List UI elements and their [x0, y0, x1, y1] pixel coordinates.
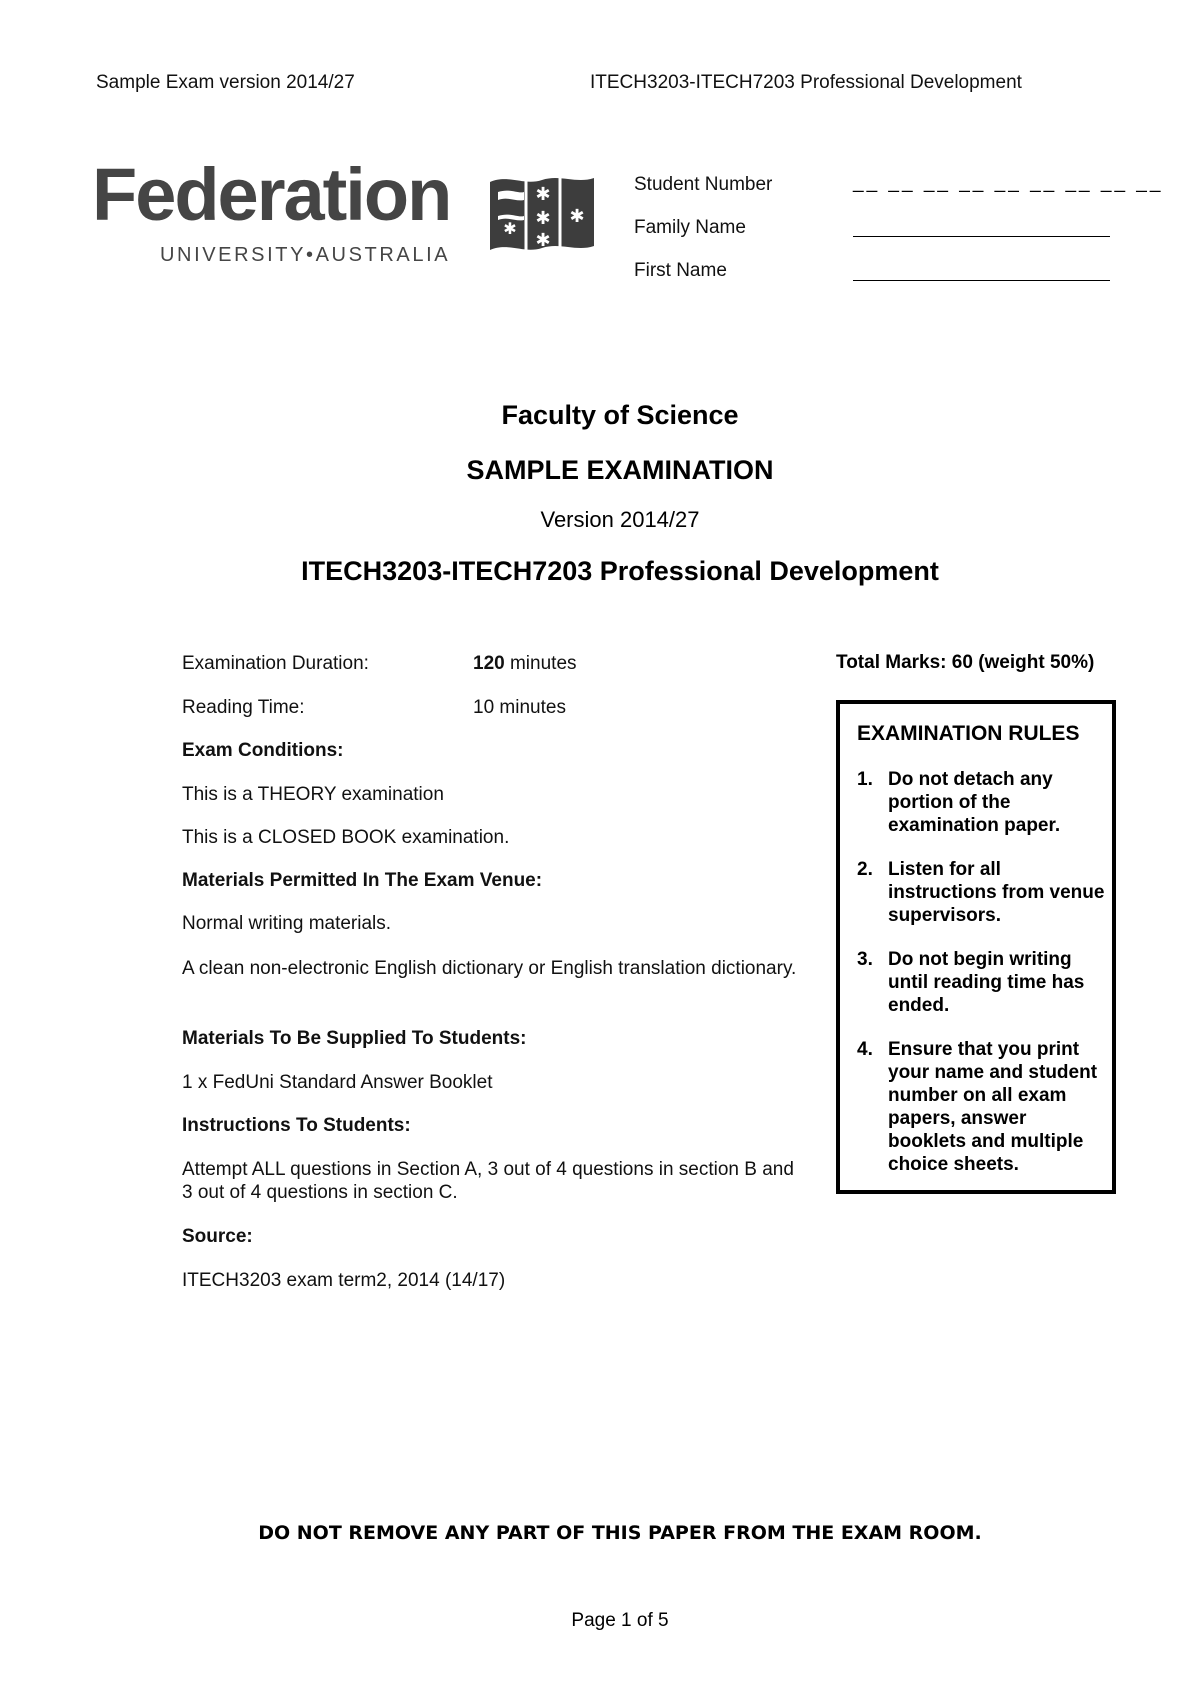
- svg-text:✱: ✱: [535, 184, 551, 205]
- rule-item: 2. Listen for all instructions from venue supervisors.: [857, 859, 1105, 926]
- student-number-label: Student Number: [634, 174, 773, 195]
- university-logo: [92, 153, 602, 276]
- exam-condition-theory: This is a THEORY examination: [182, 784, 444, 805]
- rule-item: 3. Do not begin writing until reading time has ended.: [857, 949, 1085, 1016]
- logo-subtitle: UNIVERSITY•AUSTRALIA: [160, 244, 451, 266]
- examination-rules-box: [836, 700, 1116, 1194]
- first-name-label: First Name: [634, 260, 727, 281]
- examination-rules-list: [857, 768, 1107, 1197]
- exam-conditions-heading: Exam Conditions:: [182, 740, 344, 761]
- exam-condition-closed-book: This is a CLOSED BOOK examination.: [182, 827, 510, 848]
- svg-text:✱: ✱: [535, 208, 551, 229]
- duration-value: [473, 653, 577, 675]
- instructions-text: Attempt ALL questions in Section A, 3 out of 4 questions in section B and 3 out of 4 questions in section C.: [182, 1159, 794, 1203]
- svg-text:✱: ✱: [503, 219, 517, 238]
- course-title: ITECH3203-ITECH7203 Professional Development: [301, 556, 939, 586]
- version-title: Version 2014/27: [540, 507, 700, 532]
- examination-rules-title: EXAMINATION RULES: [857, 722, 1080, 745]
- exam-type-title: SAMPLE EXAMINATION: [466, 455, 774, 485]
- first-name-field[interactable]: [853, 280, 1110, 281]
- family-name-label: Family Name: [634, 217, 746, 238]
- reading-time-value: 10 minutes: [473, 697, 566, 718]
- running-header-left: Sample Exam version 2014/27: [96, 72, 355, 93]
- material-dictionary: A clean non-electronic English dictionary or English translation dictionary.: [182, 958, 797, 979]
- source-heading: Source:: [182, 1226, 253, 1247]
- svg-text:✱: ✱: [569, 206, 585, 227]
- source-text: ITECH3203 exam term2, 2014 (14/17): [182, 1270, 506, 1291]
- logo-wordmark: Federation: [92, 153, 451, 236]
- materials-permitted-heading: Materials Permitted In The Exam Venue:: [182, 870, 543, 891]
- student-number-field[interactable]: __ __ __ __ __ __ __ __ __: [853, 172, 1164, 193]
- faculty-title: Faculty of Science: [501, 400, 739, 430]
- duration-label: Examination Duration:: [182, 653, 369, 674]
- footer-warning: DO NOT REMOVE ANY PART OF THIS PAPER FROM THE EXAM ROOM.: [258, 1522, 982, 1544]
- duration-unit: minutes: [504, 653, 577, 674]
- material-answer-booklet: 1 x FedUni Standard Answer Booklet: [182, 1072, 493, 1093]
- rule-item: 4. Ensure that you print your name and student number on all exam papers, answer booklets and multiple choice sheets.: [857, 1039, 1098, 1175]
- family-name-field[interactable]: [853, 236, 1110, 237]
- running-header-right: ITECH3203-ITECH7203 Professional Development: [590, 72, 1022, 93]
- page-number: Page 1 of 5: [571, 1610, 669, 1631]
- instructions-heading: Instructions To Students:: [182, 1115, 411, 1136]
- southern-cross-flag-icon: [490, 172, 594, 258]
- duration-number: 120: [473, 653, 505, 674]
- svg-text:✱: ✱: [535, 230, 551, 251]
- material-writing: Normal writing materials.: [182, 913, 392, 934]
- materials-supplied-heading: Materials To Be Supplied To Students:: [182, 1028, 527, 1049]
- total-marks: Total Marks: 60 (weight 50%): [836, 652, 1095, 673]
- reading-time-label: Reading Time:: [182, 697, 305, 718]
- rule-item: 1. Do not detach any portion of the examination paper.: [857, 769, 1061, 836]
